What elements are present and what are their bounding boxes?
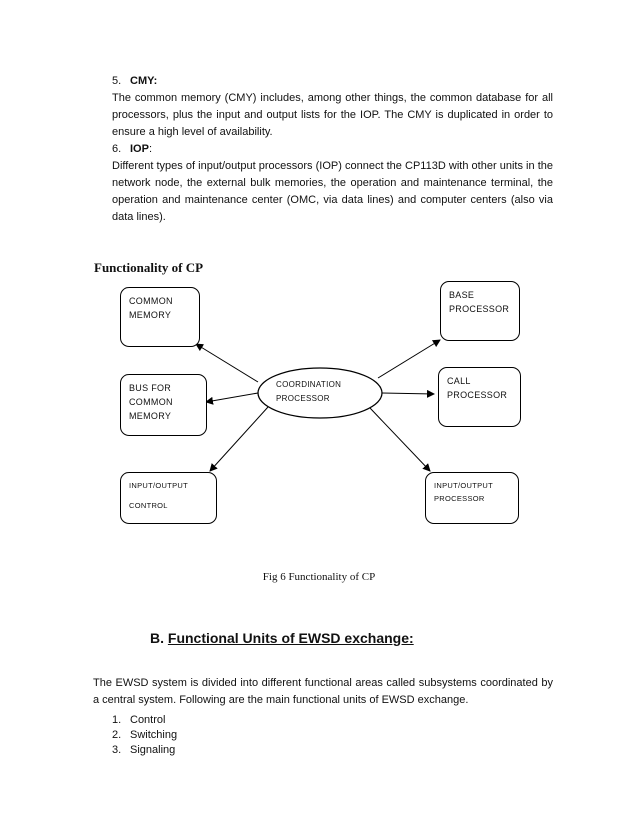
section-b-letter: B. (150, 630, 164, 646)
arrow-to-call-processor (382, 393, 434, 394)
section-5-title: CMY: (130, 75, 158, 87)
coordination-label-1: COORDINATION (276, 380, 342, 389)
section-6-text: Different types of input/output processors (IOP) connect the CP113D with other units in the network node, the external bulk memories, the operation and maintenance terminal, the operation and maintenance center (OMC, via data lines) and computer centers (also via data lines). (112, 160, 553, 223)
base-processor-box (440, 281, 520, 341)
io-control-label-2: CONTROL (129, 501, 168, 510)
arrow-to-io-control (210, 407, 268, 471)
arrow-to-base-processor (378, 340, 440, 378)
section-5-text: The common memory (CMY) includes, among other things, the common database for all processors, plus the input and output lists for the IOP. The CMY is duplicated in order to ensure a high level of availability. (112, 92, 553, 138)
unit-label: Signaling (130, 744, 176, 756)
bus-common-memory-label-2: COMMON (129, 397, 173, 407)
section-6-title: IOP (130, 143, 149, 155)
unit-number: 2. (112, 729, 122, 741)
coordination-processor-label (276, 378, 341, 406)
bus-common-memory-label-3: MEMORY (129, 411, 172, 421)
section-6-colon: : (148, 143, 153, 155)
list-item (112, 728, 177, 743)
io-processor-label-2: PROCESSOR (434, 494, 485, 503)
call-processor-label-1: CALL (447, 376, 471, 386)
common-memory-box (120, 287, 200, 347)
section-6-number: 6. (112, 143, 122, 155)
unit-label: Control (130, 714, 166, 726)
common-memory-label-2: MEMORY (129, 310, 172, 320)
unit-number: 3. (112, 744, 122, 756)
arrow-to-bus-common-memory (206, 393, 258, 402)
call-processor-box (438, 367, 521, 427)
base-processor-label-1: BASE (449, 290, 475, 300)
coordination-label-2: PROCESSOR (276, 394, 330, 403)
section-b-heading (150, 630, 414, 646)
arrow-to-common-memory (196, 344, 258, 382)
intro-paragraph: The EWSD system is divided into different functional areas called subsystems coordinated by a central system. Following are the main functional units of EWSD exchange. (93, 677, 553, 706)
io-control-box (120, 472, 217, 524)
base-processor-label-2: PROCESSOR (449, 304, 510, 314)
section-5-number: 5. (112, 75, 122, 87)
call-processor-label-2: PROCESSOR (447, 390, 508, 400)
io-processor-label-1: INPUT/OUTPUT (434, 481, 494, 490)
unit-label: Switching (130, 729, 178, 741)
io-control-label-1: INPUT/OUTPUT (129, 481, 189, 490)
common-memory-label-1: COMMON (129, 296, 173, 306)
unit-number: 1. (112, 714, 122, 726)
bus-common-memory-box (120, 374, 207, 436)
list-item (112, 713, 177, 728)
section-b-title: Functional Units of EWSD exchange: (167, 630, 414, 646)
bus-common-memory-label-1: BUS FOR (129, 383, 172, 393)
functional-units-list (112, 713, 177, 758)
figure-caption: Fig 6 Functionality of CP (262, 571, 376, 583)
arrow-to-io-processor (370, 408, 430, 471)
cp-heading: Functionality of CP (94, 260, 204, 275)
list-item (112, 743, 177, 758)
io-processor-box (425, 472, 519, 524)
